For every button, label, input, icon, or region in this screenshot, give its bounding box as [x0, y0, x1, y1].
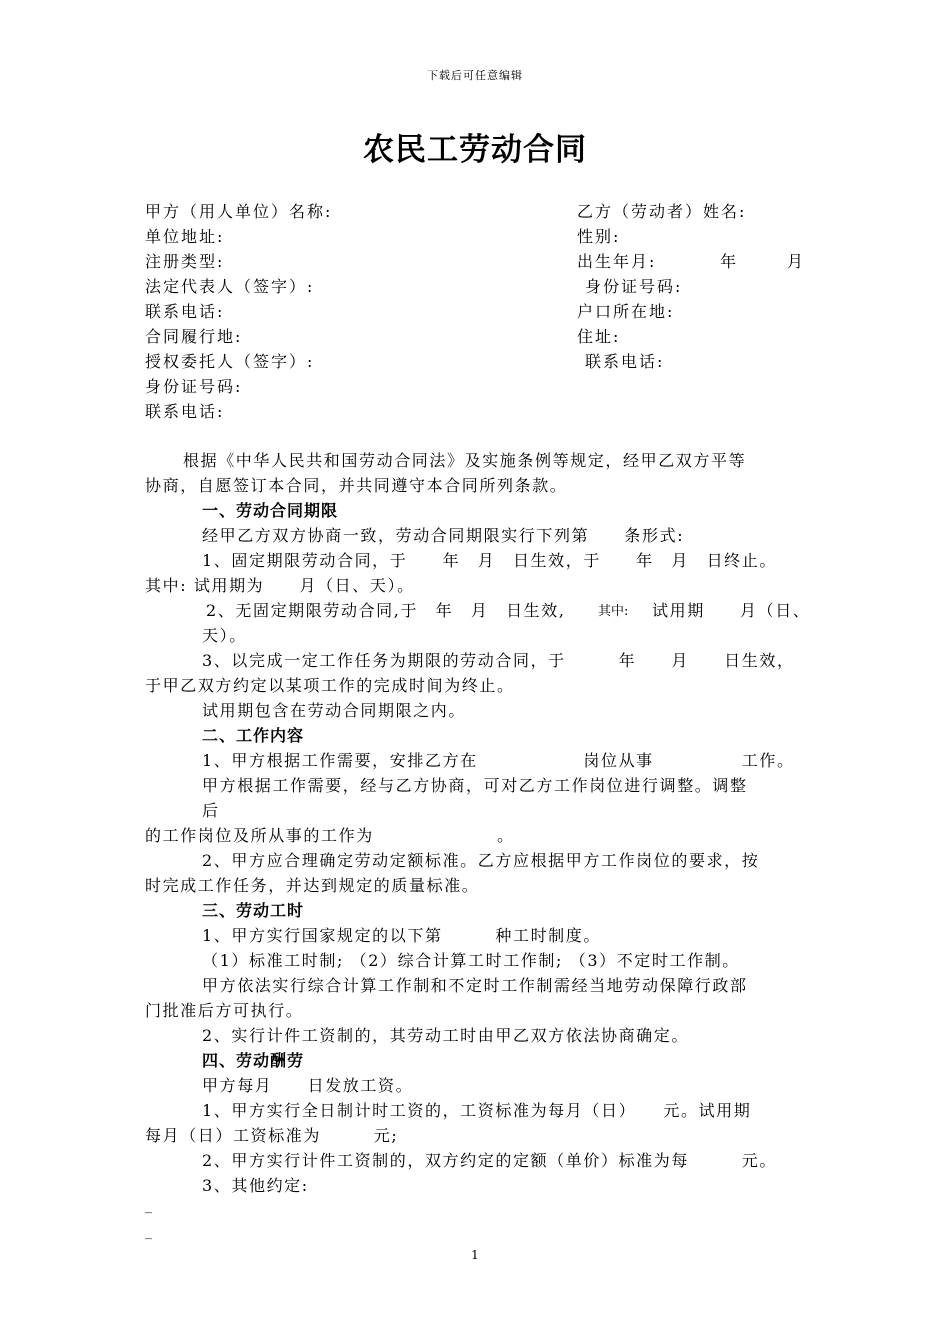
party-b-address-label: 住址:: [577, 327, 621, 346]
blank-line: _: [145, 1198, 152, 1214]
party-b-id-label: 身份证号码:: [585, 277, 683, 296]
section-4-line: 3、其他约定:: [202, 1176, 309, 1195]
section-1-line: 1、固定期限劳动合同，于 年 月 日生效，于 年 月 日终止。: [202, 551, 777, 570]
section-1-line: 经甲乙方双方协商一致，劳动合同期限实行下列第 条形式:: [202, 526, 685, 545]
party-b-birth-year: 年: [720, 252, 739, 271]
section-3-line: （1）标准工时制; （2）综合计算工时工作制; （3）不定时工作制。: [202, 951, 740, 970]
party-a-phone-label: 联系电话:: [145, 302, 225, 321]
intro-line-1: 根据《中华人民共和国劳动合同法》及实施条例等规定，经甲乙双方平等: [183, 451, 747, 470]
section-1-line: 其中: 试用期为 月（日、天）。: [145, 576, 415, 595]
header-note: 下载后可任意编辑: [427, 69, 523, 82]
party-b-name-label: 乙方（劳动者）姓名:: [577, 202, 747, 221]
section-4-title: 四、劳动酬劳: [202, 1051, 305, 1070]
section-3-line: 门批准后方可执行。: [145, 1001, 304, 1020]
page-number: 1: [471, 1248, 479, 1262]
section-1-line: 于甲乙双方约定以某项工作的完成时间为终止。: [145, 676, 515, 695]
party-a-id-label: 身份证号码:: [145, 377, 243, 396]
section-2-line: 的工作岗位及所从事的工作为 。: [145, 826, 515, 845]
party-a-agent-label: 授权委托人（签字）:: [145, 352, 315, 371]
section-1-line: 2、无固定期限劳动合同,于 年 月 日生效,: [206, 601, 566, 620]
section-1-title: 一、劳动合同期限: [202, 501, 339, 520]
party-b-phone-label: 联系电话:: [585, 352, 665, 371]
section-4-line: 甲方每月 日发放工资。: [202, 1076, 414, 1095]
section-4-line: 每月（日）工资标准为 元;: [145, 1126, 399, 1145]
blank-line: _: [145, 1224, 152, 1240]
party-b-birth-label: 出生年月:: [577, 252, 657, 271]
section-2-title: 二、工作内容: [202, 726, 305, 745]
section-4-line: 2、甲方实行计件工资制的，双方约定的定额（单价）标准为每 元。: [202, 1151, 777, 1170]
section-1-line-inline: 其中:: [598, 604, 629, 619]
party-a-place-label: 合同履行地:: [145, 327, 243, 346]
party-a-reg-type-label: 注册类型:: [145, 252, 225, 271]
section-2-line: 后: [202, 801, 220, 820]
section-2-line: 时完成工作任务，并达到规定的质量标准。: [145, 876, 480, 895]
section-2-line: 1、甲方根据工作需要，安排乙方在 岗位从事 工作。: [202, 751, 795, 770]
section-3-title: 三、劳动工时: [202, 901, 305, 920]
section-3-line: 甲方依法实行综合计算工作制和不定时工作制需经当地劳动保障行政部: [202, 976, 748, 995]
intro-line-2: 协商，自愿签订本合同，并共同遵守本合同所列条款。: [145, 476, 568, 495]
section-1-line: 试用期 月（日、: [652, 601, 811, 620]
party-a-address-label: 单位地址:: [145, 227, 225, 246]
page-title: 农民工劳动合同: [363, 132, 587, 168]
party-a-name-label: 甲方（用人单位）名称:: [145, 202, 333, 221]
section-3-line: 2、实行计件工资制的，其劳动工时由甲乙双方依法协商确定。: [202, 1026, 689, 1045]
party-b-hukou-label: 户口所在地:: [577, 302, 675, 321]
section-2-line: 2、甲方应合理确定劳动定额标准。乙方应根据甲方工作岗位的要求，按: [202, 851, 760, 870]
party-a-legal-rep-label: 法定代表人（签字）:: [145, 277, 315, 296]
party-b-gender-label: 性别:: [577, 227, 621, 246]
party-a-phone2-label: 联系电话:: [145, 402, 225, 421]
section-4-line: 1、甲方实行全日制计时工资的，工资标准为每月（日） 元。试用期: [202, 1101, 752, 1120]
section-1-line: 试用期包含在劳动合同期限之内。: [202, 701, 467, 720]
section-3-line: 1、甲方实行国家规定的以下第 种工时制度。: [202, 926, 601, 945]
section-1-line: 3、以完成一定工作任务为期限的劳动合同，于 年 月 日生效，: [202, 651, 795, 670]
section-2-line: 甲方根据工作需要，经与乙方协商，可对乙方工作岗位进行调整。调整: [202, 776, 748, 795]
section-1-line: 天）。: [202, 626, 247, 645]
party-b-birth-month: 月: [787, 252, 806, 271]
